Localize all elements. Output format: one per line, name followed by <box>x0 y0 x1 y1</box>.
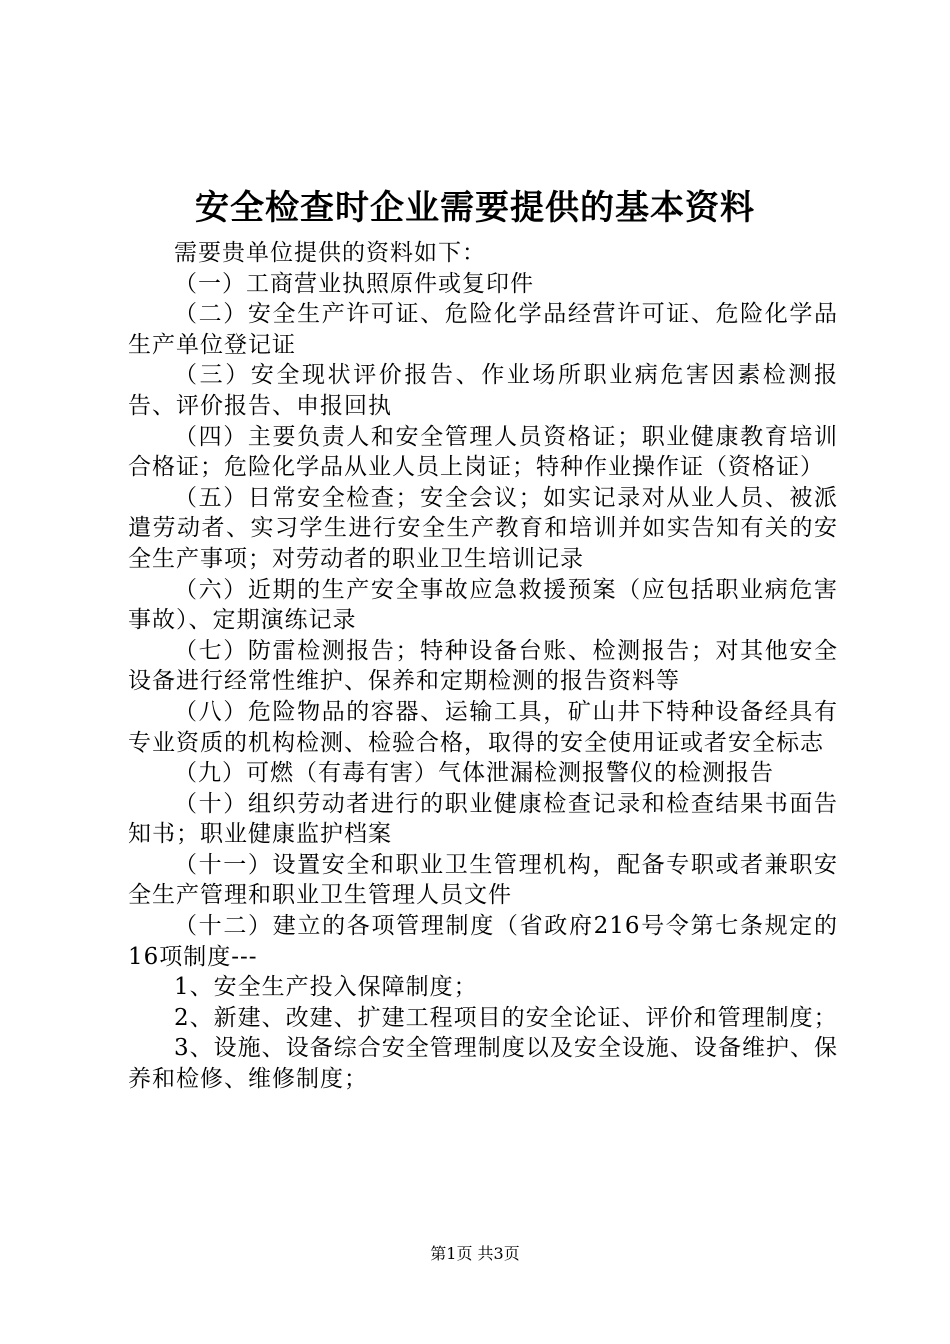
document-body <box>128 238 838 1095</box>
item-paragraph: （十二）建立的各项管理制度（省政府216号令第七条规定的16项制度--- <box>128 913 838 970</box>
item-paragraph: （五）日常安全检查；安全会议；如实记录对从业人员、被派遣劳动者、实习学生进行安全生产教育和培训并如实告知有关的安全生产事项；对劳动者的职业卫生培训记录 <box>128 484 838 572</box>
list-item: 1、安全生产投入保障制度； <box>174 974 478 1001</box>
item-paragraph: （七）防雷检测报告；特种设备台账、检测报告；对其他安全设备进行经常性维护、保养和定期检测的报告资料等 <box>128 637 838 695</box>
item-paragraph: （三）安全现状评价报告、作业场所职业病危害因素检测报告、评价报告、申报回执 <box>128 362 838 419</box>
item-paragraph: （六）近期的生产安全事故应急救援预案（应包括职业病危害事故）、定期演练记录 <box>128 576 838 634</box>
list-item: 2、新建、改建、扩建工程项目的安全论证、评价和管理制度； <box>174 1004 838 1031</box>
list-item: 3、设施、设备综合安全管理制度以及安全设施、设备维护、保养和检修、维修制度； <box>128 1035 838 1093</box>
item-paragraph: （九）可燃（有毒有害）气体泄漏检测报警仪的检测报告 <box>174 760 774 787</box>
intro-paragraph: 需要贵单位提供的资料如下： <box>174 240 486 266</box>
document-title: 安全检查时企业需要提供的基本资料 <box>195 188 755 228</box>
item-paragraph: （二）安全生产许可证、危险化学品经营许可证、危险化学品生产单位登记证 <box>128 301 838 358</box>
item-paragraph: （十）组织劳动者进行的职业健康检查记录和检查结果书面告知书；职业健康监护档案 <box>128 790 838 848</box>
item-paragraph: （一）工商营业执照原件或复印件 <box>174 270 534 297</box>
item-paragraph: （四）主要负责人和安全管理人员资格证；职业健康教育培训合格证；危险化学品从业人员上岗证；特种作业操作证（资格证） <box>128 423 838 481</box>
item-paragraph: （八）危险物品的容器、运输工具，矿山井下特种设备经具有专业资质的机构检测、检验合格，取得的安全使用证或者安全标志 <box>128 698 838 756</box>
item-paragraph: （十一）设置安全和职业卫生管理机构，配备专职或者兼职安全生产管理和职业卫生管理人员文件 <box>128 851 838 909</box>
page-number-footer: 第1页 共3页 <box>430 1244 520 1263</box>
